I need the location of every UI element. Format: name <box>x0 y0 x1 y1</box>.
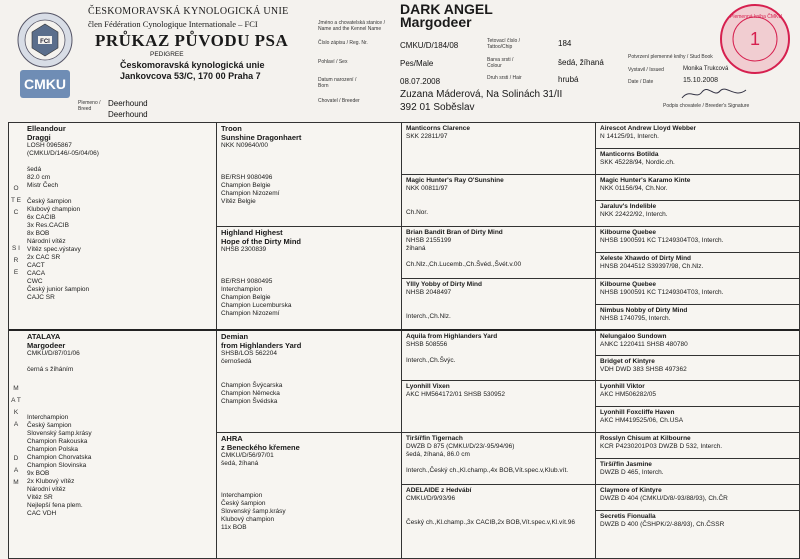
detail-line: Český šampion <box>27 198 72 205</box>
detail-line: Champion Německa <box>221 390 280 397</box>
detail-line: AKC HM506282/05 <box>600 391 657 398</box>
detail-line <box>27 382 212 390</box>
detail-line <box>406 193 591 201</box>
sex-label: Pohlaví / Sex <box>318 59 348 65</box>
detail-line: SKK 22811/97 <box>406 133 448 140</box>
detail-line: černošedá <box>221 358 252 365</box>
gen2-name-1a: Troon <box>221 124 242 133</box>
detail-line: šedá, žíhaná, 86.0 cm <box>406 451 470 458</box>
dog-name <box>400 3 493 29</box>
hair-label: Druh srsti / Hair <box>487 75 522 81</box>
detail-line: DWZB D 875 (CMKU/D/23/-95/94/96) <box>406 443 515 450</box>
gen4-cell-2 <box>596 149 799 175</box>
detail-line: Interch.,Ch.Nlz. <box>406 313 451 320</box>
detail-line: KCR P4230201P03 DWZB D 532, Interch. <box>600 443 723 450</box>
gen2-name-3a: Demian <box>221 332 249 341</box>
detail-line: 82.0 cm <box>27 174 51 181</box>
colour-value: šedá, žíhaná <box>558 58 604 67</box>
detail-line: Český šampion <box>27 422 72 429</box>
detail-line: Interchampion <box>221 492 263 499</box>
gen4-cell-1 <box>596 123 799 149</box>
breed-value: Deerhound <box>108 99 148 108</box>
gen4-name: Lyonhill Foxcliffe Haven <box>600 409 675 416</box>
detail-line: Champion Nizozemí <box>221 190 280 197</box>
sire-name-2: Draggi <box>27 133 51 142</box>
side-label-sire: S I R E <box>12 245 20 276</box>
gen3-cell-6 <box>402 381 595 432</box>
detail-line <box>27 190 212 198</box>
reg-label: Číslo zápisu / Reg. Nr. <box>318 40 368 46</box>
detail-line: CAC VDH <box>27 510 57 517</box>
detail-line: NKK 22422/92, Interch. <box>600 211 668 218</box>
detail-line: Český junior šampion <box>27 286 90 293</box>
gen3-name: Manticorns Clarence <box>406 125 470 132</box>
detail-line <box>221 158 397 166</box>
detail-line: NKK 01156/94, Ch.Nor. <box>600 185 668 192</box>
gen4-name: Tiršířfin Jasmine <box>600 461 652 468</box>
detail-line <box>221 254 397 262</box>
detail-line: Interchampion <box>221 286 263 293</box>
detail-line: Vítěz SR <box>27 494 53 501</box>
detail-line: Champion Belgie <box>221 294 271 301</box>
detail-line: 6x CACIB <box>27 214 56 221</box>
detail-line: CACA <box>27 270 46 277</box>
detail-line: LOSH 0965867 <box>27 142 72 149</box>
gen4-name: Magic Hunter's Karamo Kinte <box>600 177 691 184</box>
hair-value: hrubá <box>558 75 579 84</box>
gen4-name: Jaraluv's Indelible <box>600 203 657 210</box>
breed-label: Plemeno / Breed <box>78 100 101 112</box>
gen4-name: Claymore of Kintyre <box>600 487 662 494</box>
detail-line: 9x BOB <box>27 470 50 477</box>
detail-line: CAJC SR <box>27 294 55 301</box>
detail-line: (CMKU/D/146/-05/04/06) <box>27 150 99 157</box>
detail-line: HNSB 2044512 S39397/98, Ch.Nlz. <box>600 263 704 270</box>
detail-line: Champion Polska <box>27 446 78 453</box>
address-line-2: Jankovcova 53/C, 170 00 Praha 7 <box>120 71 261 81</box>
tattoo-label: Tetovací číslo / Tattoo/Chip <box>487 38 521 50</box>
detail-line: Interch.,Ch.Švýc. <box>406 357 456 364</box>
detail-line <box>406 305 591 313</box>
gen2-cell-2 <box>217 227 401 329</box>
svg-text:1: 1 <box>749 29 761 49</box>
breeder-label: Chovatel / Breeder <box>318 98 360 104</box>
detail-line <box>27 406 212 414</box>
gen4-name: Nelungaloo Sundown <box>600 333 667 340</box>
gen2-name-3b: from Highlanders Yard <box>221 341 302 350</box>
detail-line: Champion Belgie <box>221 182 271 189</box>
detail-line <box>406 297 591 305</box>
colour-label: Barva srsti / Colour <box>487 57 514 69</box>
sex-value: Pes/Male <box>400 59 434 68</box>
gen3-name: ADELAIDE z Hedvábí <box>406 487 472 494</box>
gen4-cell-11 <box>596 381 799 407</box>
breeder-value-1: Zuzana Máderová, Na Solinách 31/II <box>400 89 563 100</box>
issued-label: Vystavil / Issued <box>628 67 664 73</box>
address-line-1: Českomoravská kynologická unie <box>120 60 265 70</box>
detail-line: NHSB 1900591 KC T1249304T03, Interch. <box>600 237 724 244</box>
gen4-name: Bridget of Kintyre <box>600 358 655 365</box>
gen3-name: Lyonhill Vixen <box>406 383 450 390</box>
date-label: Date / Date <box>628 79 654 85</box>
breeder-value-2: 392 01 Soběslav <box>400 102 475 113</box>
tattoo-value: 184 <box>558 39 572 48</box>
gen4-name: Nimbus Nobby of Dirty Mind <box>600 307 688 314</box>
gen3-cell-1 <box>402 123 595 174</box>
detail-line: Klubový champion <box>27 206 81 213</box>
detail-line: Champion Chorvatska <box>27 454 92 461</box>
gen4-cell-3 <box>596 175 799 201</box>
detail-line: NHSB 2300839 <box>221 246 267 253</box>
detail-line: Champion Slovinska <box>27 462 87 469</box>
dog-name-line-2: Margodeer <box>400 14 472 30</box>
detail-line: Český šampion <box>221 500 266 507</box>
signature-icon <box>680 86 750 102</box>
detail-line <box>27 374 212 382</box>
detail-line: Klubový champion <box>221 516 275 523</box>
gen3-name: Yllly Yobby of Dirty Mind <box>406 281 482 288</box>
detail-line: Interch.,Český ch.,Kl.champ.,4x BOB,Vít.spec.v,Klub.vít. <box>406 467 569 474</box>
detail-line <box>27 158 212 166</box>
detail-line: Champion Rakouska <box>27 438 88 445</box>
detail-line <box>221 468 397 476</box>
detail-line: 2x CAC SR <box>27 254 61 261</box>
detail-line <box>406 253 591 261</box>
sire-cell <box>23 123 216 329</box>
sire-name-1: Elleandour <box>27 124 66 133</box>
detail-line: BE/RSH 9080496 <box>221 174 273 181</box>
gen2-name-1b: Sunshine Dragonhaert <box>221 133 302 142</box>
born-label: Datum narození / Born <box>318 77 357 89</box>
detail-line: Nejlepší fena plem. <box>27 502 83 509</box>
side-label-matka: M A T K A <box>11 385 21 428</box>
detail-line: N 14125/91, Interch. <box>600 133 659 140</box>
gen3-cell-4 <box>402 279 595 329</box>
born-value: 08.07.2008 <box>400 77 441 86</box>
gen4-cell-8 <box>596 305 799 331</box>
detail-line: NKK N09640/00 <box>221 142 268 149</box>
detail-line <box>221 262 397 270</box>
detail-line: 11x BOB <box>221 524 247 531</box>
gen4-cell-7 <box>596 279 799 305</box>
detail-line <box>221 150 397 158</box>
detail-line: Národní vítěz <box>27 238 66 245</box>
detail-line: SHSB 508556 <box>406 341 448 348</box>
gen4-name: Airescot Andrew Lloyd Webber <box>600 125 697 132</box>
gen4-name: Rosslyn Chisum at Kilbourne <box>600 435 691 442</box>
side-label-dam: D A M <box>13 455 19 486</box>
detail-line: Champion Lucemburska <box>221 302 292 309</box>
gen2-cell-3 <box>217 331 401 432</box>
detail-line: Slovenský šamp.krásy <box>221 508 286 515</box>
reg-value: CMKU/D/184/08 <box>400 41 459 50</box>
detail-line <box>221 484 397 492</box>
detail-line <box>27 358 212 366</box>
detail-line: NHSB 2155199 <box>406 237 452 244</box>
detail-line <box>221 366 397 374</box>
detail-line: AKC HM419525/06, Ch.USA <box>600 417 684 424</box>
gen4-name: Lyonhill Viktor <box>600 383 645 390</box>
detail-line <box>27 390 212 398</box>
gen4-cell-16 <box>596 511 799 558</box>
gen2-name-4b: z Beneckého křemene <box>221 443 300 452</box>
name-label: Jméno a chovatelská stanice / Name and the Kennel Name <box>318 20 385 32</box>
breed-value-2: Deerhound <box>108 110 148 119</box>
detail-line: CMKU/D/87/01/06 <box>27 350 80 357</box>
gen4-name: Xeleste Xhawdo of Dirty Mind <box>600 255 692 262</box>
detail-line: Mistr Čech <box>27 182 59 189</box>
gen3-cell-5 <box>402 331 595 380</box>
dog-name-line-1: DARK ANGEL <box>400 1 493 17</box>
detail-line: DWZB D 400 (ČSHPK/2/-88/93), Ch.ČSSR <box>600 521 725 528</box>
gen2-name-2b: Hope of the Dirty Mind <box>221 237 301 246</box>
detail-line: 2x Klubový vítěz <box>27 478 75 485</box>
gen4-cell-5 <box>596 227 799 253</box>
detail-line: 3x Res.CACIB <box>27 222 69 229</box>
gen3-name: Magic Hunter's Ray O'Sunshine <box>406 177 504 184</box>
confirm-label: Potvrzení plemenné knihy / Stud Book <box>628 54 713 60</box>
detail-line: CMKU/D/56/97/01 <box>221 452 274 459</box>
detail-line: Champion Švédska <box>221 398 278 405</box>
detail-line <box>406 349 591 357</box>
detail-line <box>221 270 397 278</box>
detail-line: Ch.Nor. <box>406 209 429 216</box>
detail-line <box>406 201 591 209</box>
gen3-cell-3 <box>402 227 595 278</box>
detail-line: 8x BOB <box>27 230 50 237</box>
detail-line: Vítěz spec.výstavy <box>27 246 81 253</box>
sign-label: Podpis chovatele / Breeder's Signature <box>663 103 750 109</box>
gen2-cell-1 <box>217 123 401 226</box>
detail-line: Český ch.,Kl.champ.,3x CACIB,2x BOB,Vít.spec.v,Kl.vít.96 <box>406 519 575 526</box>
detail-line: Champion Švýcarska <box>221 382 283 389</box>
gen2-cell-4 <box>217 433 401 558</box>
detail-line <box>406 459 591 467</box>
detail-line <box>221 166 397 174</box>
detail-line: NHSB 1740795, Interch. <box>600 315 671 322</box>
detail-line: šedá, žíhaná <box>221 460 259 467</box>
detail-line: DWZB D 404 (CMKU/D/8/-93/88/93), Ch.ČR <box>600 495 728 502</box>
gen2-name-2a: Highland Highest <box>221 228 283 237</box>
detail-line: NKK 00811/97 <box>406 185 448 192</box>
detail-line: Vítěz Belgie <box>221 198 256 205</box>
gen3-name: Tiršířfin Tigernach <box>406 435 463 442</box>
gen2-name-4a: AHRA <box>221 434 243 443</box>
detail-line: žíhaná <box>406 245 426 252</box>
detail-line: CACT <box>27 262 45 269</box>
detail-line: NHSB 2048497 <box>406 289 452 296</box>
detail-line <box>221 476 397 484</box>
detail-line: SHSB/LOS 562204 <box>221 350 278 357</box>
detail-line: AKC HM564172/01 SHSB 530952 <box>406 391 506 398</box>
side-label-otec: O T E C <box>11 185 21 216</box>
gen3-name: Aquila from Highlanders Yard <box>406 333 498 340</box>
detail-line: NHSB 1900591 KC T1249304T03, Interch. <box>600 289 724 296</box>
gen4-cell-15 <box>596 485 799 511</box>
gen3-cell-7 <box>402 433 595 484</box>
gen4-cell-13 <box>596 433 799 459</box>
gen4-cell-6 <box>596 253 799 279</box>
gen4-cell-10 <box>596 356 799 381</box>
detail-line: Champion Nizozemí <box>221 310 280 317</box>
detail-line: Ch.Nlz.,Ch.Lucemb.,Ch.Švéd.,Švét.v.00 <box>406 261 522 268</box>
stamp-text: Plemenná kniha ČMKU <box>730 14 782 20</box>
dam-name-1: ATALAYA <box>27 332 61 341</box>
gen4-cell-12 <box>596 407 799 433</box>
detail-line <box>406 503 591 511</box>
detail-line: BE/RSH 9080495 <box>221 278 273 285</box>
dam-name-2: Margodeer <box>27 341 66 350</box>
gen4-name: Kilbourne Quebee <box>600 229 656 236</box>
gen3-name: Brian Bandit Bran of Dirty Mind <box>406 229 503 236</box>
detail-line: černá s žíháním <box>27 366 74 373</box>
gen4-cell-9 <box>596 331 799 356</box>
detail-line: CMKU/D/9/93/96 <box>406 495 456 502</box>
detail-line <box>221 374 397 382</box>
detail-line: Interchampion <box>27 414 69 421</box>
cmku-fci-logo-icon <box>14 10 76 102</box>
detail-line: šedá <box>27 166 42 173</box>
issued-value: Monika Trukcová <box>683 66 729 72</box>
dam-cell <box>23 331 216 558</box>
org-name: ČESKOMORAVSKÁ KYNOLOGICKÁ UNIE <box>88 6 289 17</box>
pedigree-table <box>8 122 800 559</box>
detail-line: Národní vítěz <box>27 486 66 493</box>
gen4-name: Secretis Fionualla <box>600 513 656 520</box>
date-value: 15.10.2008 <box>683 77 719 84</box>
document-subtitle: PEDIGREE <box>150 51 184 58</box>
detail-line: VDH DWD 383 SHSB 497362 <box>600 366 687 373</box>
svg-text:CMKU: CMKU <box>24 76 66 92</box>
gen3-cell-2 <box>402 175 595 226</box>
detail-line: CWC <box>27 278 43 285</box>
detail-line <box>27 398 212 406</box>
detail-line: Slovenský šamp.krásy <box>27 430 92 437</box>
document-title: PRŮKAZ PŮVODU PSA <box>95 31 289 50</box>
gen4-cell-4 <box>596 201 799 227</box>
gen4-name: Kilbourne Quebee <box>600 281 656 288</box>
detail-line: SKK 45228/94, Nordic.ch. <box>600 159 675 166</box>
gen4-cell-14 <box>596 459 799 485</box>
detail-line: ANKC 1220411 SHSB 480780 <box>600 341 688 348</box>
org-fci: člen Fédération Cynologique Internationale – FCI <box>88 19 258 29</box>
gen3-cell-8 <box>402 485 595 558</box>
svg-text:FCI: FCI <box>40 39 50 45</box>
detail-line: DWZB D 465, Interch. <box>600 469 664 476</box>
detail-line <box>406 511 591 519</box>
gen4-name: Manticorns Botilda <box>600 151 659 158</box>
